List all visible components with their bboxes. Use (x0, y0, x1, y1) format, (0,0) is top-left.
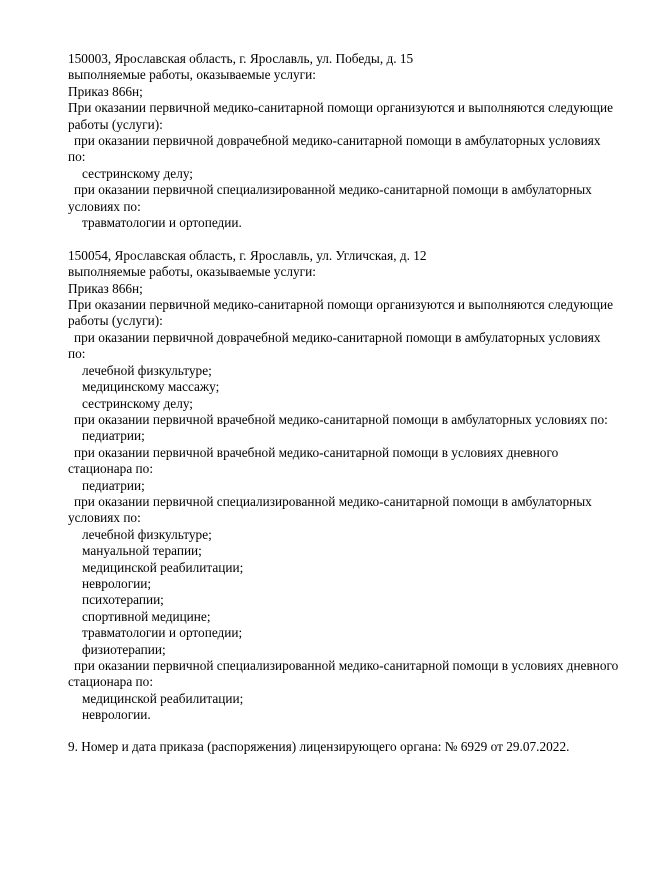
address-block-2 (68, 248, 634, 724)
service-item: неврологии. (82, 707, 151, 723)
intro-line: При оказании первичной медико-санитарной помощи организуются и выполняются следующие (68, 100, 613, 116)
address-line: 150003, Ярославская область, г. Ярославль, ул. Победы, д. 15 (68, 51, 414, 66)
service-item: педиатрии; (82, 428, 145, 444)
order-reference: Приказ 866н; (68, 83, 143, 99)
group-heading: при оказании первичной врачебной медико-санитарной помощи в амбулаторных условиях по: (74, 411, 608, 427)
service-item: мануальной терапии; (82, 543, 202, 559)
service-item: медицинскому массажу; (82, 379, 220, 395)
order-reference: Приказ 866н; (68, 280, 143, 296)
group-heading: при оказании первичной специализированной медико-санитарной помощи в амбулаторных (74, 182, 592, 198)
service-item: травматологии и ортопедии. (82, 215, 242, 231)
service-item: травматологии и ортопедии; (82, 625, 243, 641)
group-heading-cont: по: (68, 346, 86, 362)
intro-line: работы (услуги): (68, 116, 163, 132)
group-heading: при оказании первичной специализированной медико-санитарной помощи в амбулаторных (74, 493, 592, 509)
works-label: выполняемые работы, оказываемые услуги: (68, 67, 316, 83)
service-item: психотерапии; (82, 592, 164, 608)
service-item: лечебной физкультуре; (82, 362, 212, 378)
group-heading: при оказании первичной врачебной медико-санитарной помощи в условиях дневного (74, 444, 559, 460)
service-item: лечебной физкультуре; (82, 526, 212, 542)
document-page (68, 51, 634, 755)
service-item: медицинской реабилитации; (82, 559, 244, 575)
address-line: 150054, Ярославская область, г. Ярославль, ул. Угличская, д. 12 (68, 247, 427, 263)
intro-line: При оказании первичной медико-санитарной помощи организуются и выполняются следующие (68, 297, 613, 313)
intro-line: работы (услуги): (68, 313, 163, 329)
service-item: педиатрии; (82, 477, 145, 493)
group-heading-cont: условиях по: (68, 510, 141, 526)
group-heading-cont: стационара по: (68, 674, 154, 690)
group-heading: при оказании первичной специализированной медико-санитарной помощи в условиях дневного (74, 658, 619, 674)
service-item: неврологии; (82, 575, 152, 591)
service-item: сестринскому делу; (82, 395, 193, 411)
service-item: медицинской реабилитации; (82, 690, 244, 706)
order-number-line: 9. Номер и дата приказа (распоряжения) лицензирующего органа: № 6929 от 29.07.2022. (68, 738, 570, 754)
service-item: физиотерапии; (82, 641, 166, 657)
group-heading: при оказании первичной доврачебной медико-санитарной помощи в амбулаторных условиях (74, 133, 601, 149)
service-item: сестринскому делу; (82, 165, 193, 181)
group-heading-cont: стационара по: (68, 461, 154, 477)
group-heading: при оказании первичной доврачебной медико-санитарной помощи в амбулаторных условиях (74, 329, 601, 345)
service-item: спортивной медицине; (82, 608, 211, 624)
works-label: выполняемые работы, оказываемые услуги: (68, 264, 316, 280)
group-heading-cont: по: (68, 149, 86, 165)
group-heading-cont: условиях по: (68, 198, 141, 214)
address-block-1 (68, 51, 634, 231)
